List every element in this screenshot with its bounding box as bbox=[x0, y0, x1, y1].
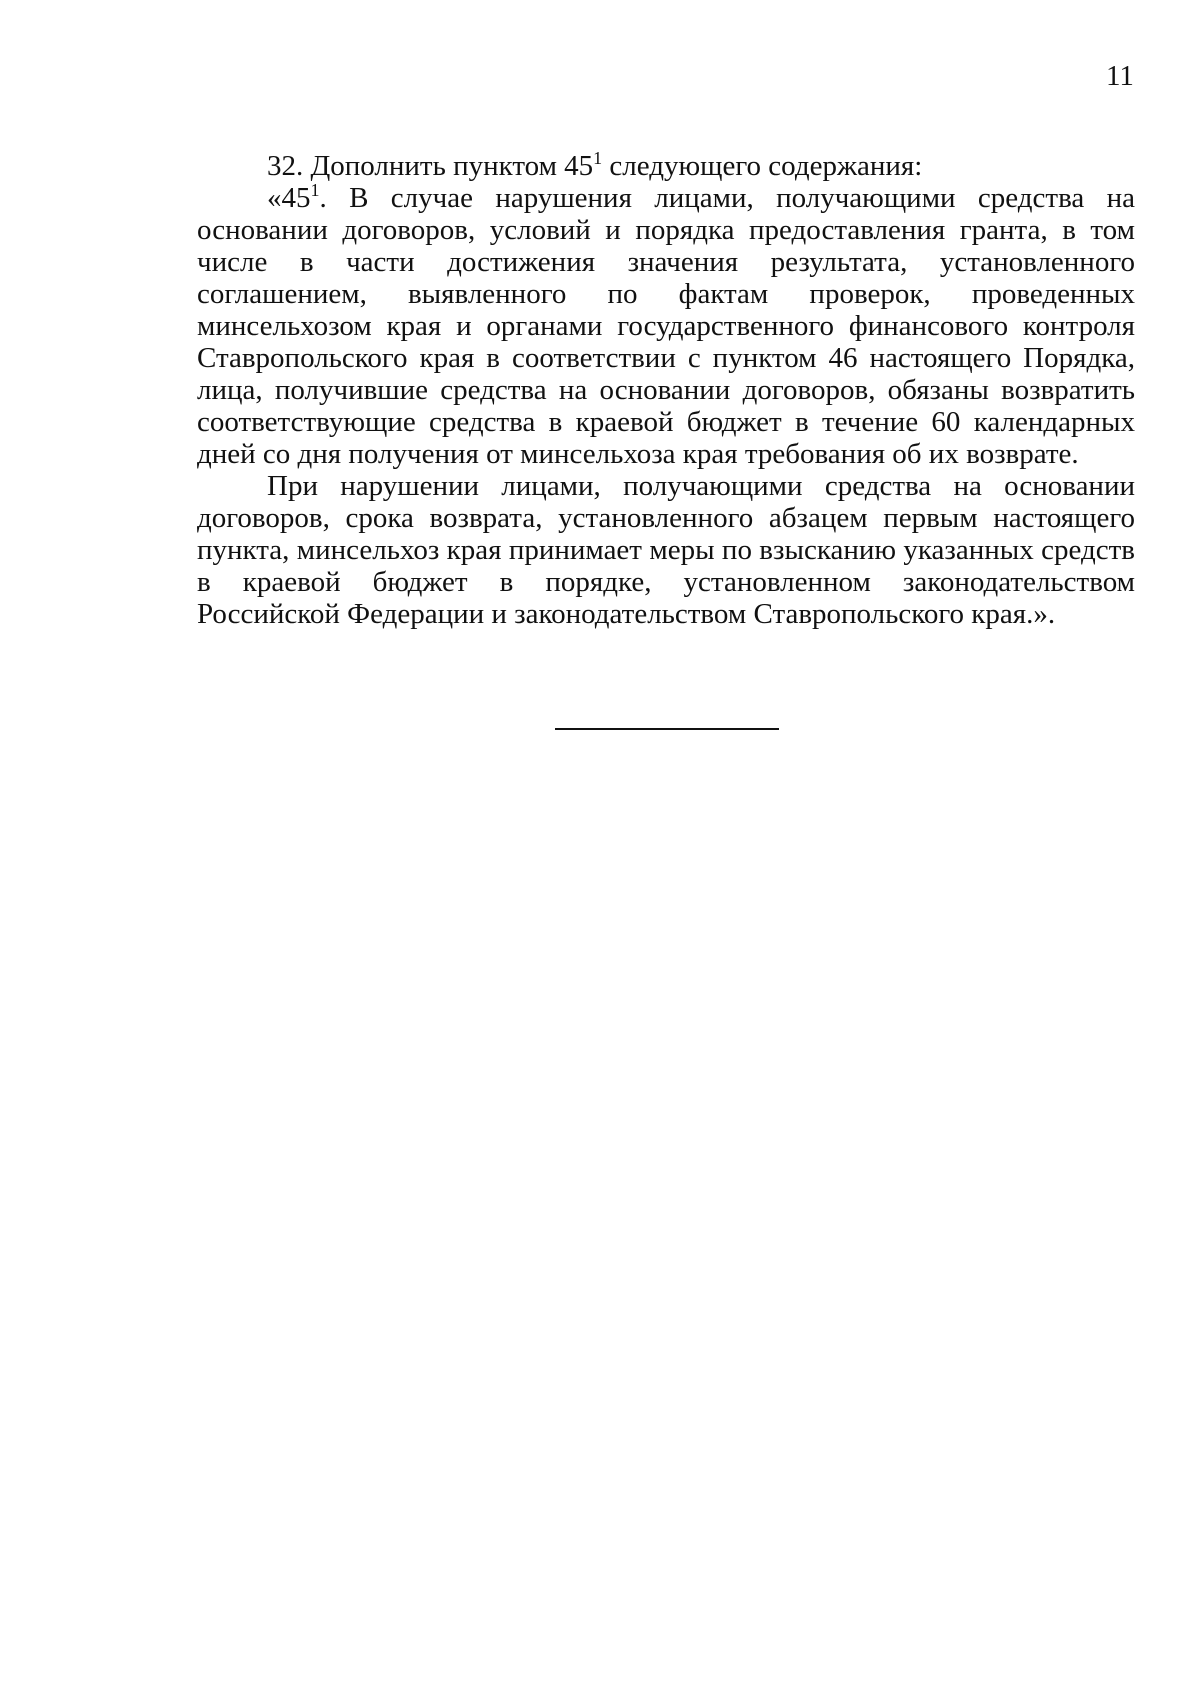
new-clause-paragraph-1 bbox=[197, 182, 1135, 470]
new-clause-text: . В случае нарушения лицами, получающими средства на основании договоров, условий и порядка предоставления гранта, в том числе в части достижения значения результата, установленного соглашением, выявленного по фактам проверок, проведенных минсельхозом края и органами государственного финансового контроля Ставропольского края в соответствии с пунктом 46 настоящего Порядка, лица, получившие средства на основании договоров, обязаны возвратить соответствующие средства в краевой бюджет в течение 60 календарных дней со дня получения от минсельхоза края требования об их возврате. bbox=[197, 182, 1135, 470]
amendment-intro-end: следующего содержания: bbox=[602, 150, 923, 182]
new-clause-paragraph-2: При нарушении лицами, получающими средства на основании договоров, срока возврата, установленного абзацем первым настоящего пункта, минсельхоз края принимает меры по взысканию указанных средств в краевой бюджет в порядке, установленном законодательством Российской Федерации и законодательством Ставропольского края.». bbox=[197, 470, 1135, 630]
new-clause-number: «45 bbox=[267, 182, 311, 214]
amendment-paragraph bbox=[197, 150, 1135, 182]
superscript-index: 1 bbox=[593, 148, 603, 168]
document-body bbox=[197, 150, 1135, 630]
superscript-index: 1 bbox=[310, 180, 320, 200]
page-number: 11 bbox=[1106, 60, 1134, 92]
amendment-intro: 32. Дополнить пунктом 45 bbox=[267, 150, 594, 182]
end-of-text-rule bbox=[555, 728, 779, 730]
